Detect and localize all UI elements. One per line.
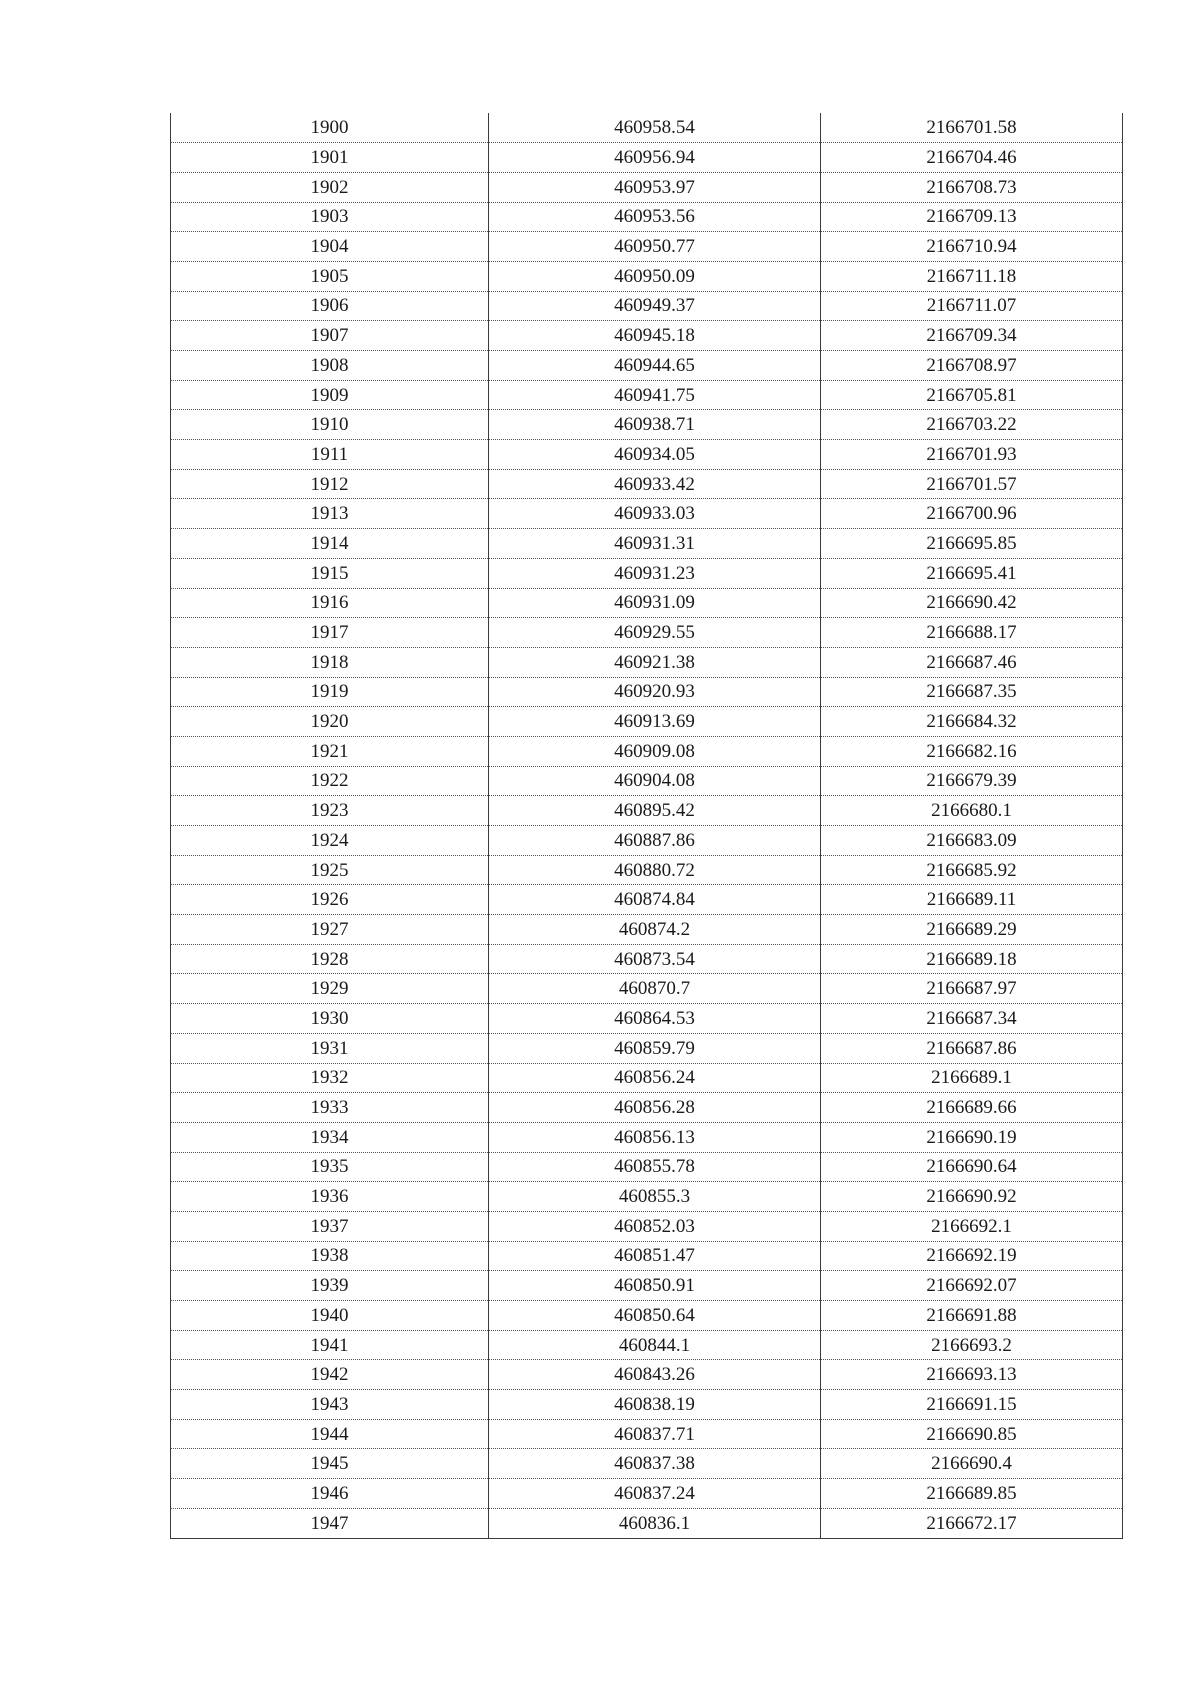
y-coordinate-cell: 2166682.16	[821, 736, 1123, 766]
x-coordinate-cell: 460895.42	[489, 796, 821, 826]
y-coordinate-cell: 2166693.13	[821, 1360, 1123, 1390]
point-number-cell: 1927	[171, 915, 489, 945]
x-coordinate-cell: 460944.65	[489, 351, 821, 381]
y-coordinate-cell: 2166689.29	[821, 915, 1123, 945]
point-number-cell: 1925	[171, 855, 489, 885]
y-coordinate-cell: 2166710.94	[821, 232, 1123, 262]
x-coordinate-cell: 460837.71	[489, 1419, 821, 1449]
y-coordinate-cell: 2166701.57	[821, 469, 1123, 499]
table-row	[171, 558, 1123, 588]
point-number-cell: 1939	[171, 1271, 489, 1301]
y-coordinate-cell: 2166679.39	[821, 766, 1123, 796]
table-row	[171, 1479, 1123, 1509]
y-coordinate-cell: 2166695.41	[821, 558, 1123, 588]
x-coordinate-cell: 460850.64	[489, 1301, 821, 1331]
table-row	[171, 143, 1123, 173]
point-number-cell: 1923	[171, 796, 489, 826]
table-row	[171, 1211, 1123, 1241]
table-row	[171, 529, 1123, 559]
point-number-cell: 1918	[171, 647, 489, 677]
y-coordinate-cell: 2166690.42	[821, 588, 1123, 618]
table-row	[171, 1241, 1123, 1271]
table-row	[171, 113, 1123, 143]
point-number-cell: 1924	[171, 826, 489, 856]
y-coordinate-cell: 2166684.32	[821, 707, 1123, 737]
x-coordinate-cell: 460850.91	[489, 1271, 821, 1301]
point-number-cell: 1936	[171, 1182, 489, 1212]
point-number-cell: 1947	[171, 1508, 489, 1538]
table-row	[171, 291, 1123, 321]
point-number-cell: 1940	[171, 1301, 489, 1331]
x-coordinate-cell: 460931.23	[489, 558, 821, 588]
table-row	[171, 1271, 1123, 1301]
table-row	[171, 410, 1123, 440]
point-number-cell: 1920	[171, 707, 489, 737]
point-number-cell: 1938	[171, 1241, 489, 1271]
point-number-cell: 1931	[171, 1033, 489, 1063]
x-coordinate-cell: 460929.55	[489, 618, 821, 648]
x-coordinate-cell: 460870.7	[489, 974, 821, 1004]
table-row	[171, 677, 1123, 707]
y-coordinate-cell: 2166687.86	[821, 1033, 1123, 1063]
table-row	[171, 1122, 1123, 1152]
table-row	[171, 944, 1123, 974]
x-coordinate-cell: 460945.18	[489, 321, 821, 351]
table-row	[171, 202, 1123, 232]
point-number-cell: 1922	[171, 766, 489, 796]
point-number-cell: 1905	[171, 261, 489, 291]
y-coordinate-cell: 2166692.19	[821, 1241, 1123, 1271]
table-row	[171, 588, 1123, 618]
y-coordinate-cell: 2166708.97	[821, 351, 1123, 381]
table-row	[171, 499, 1123, 529]
y-coordinate-cell: 2166708.73	[821, 172, 1123, 202]
y-coordinate-cell: 2166690.64	[821, 1152, 1123, 1182]
y-coordinate-cell: 2166689.1	[821, 1063, 1123, 1093]
y-coordinate-cell: 2166691.88	[821, 1301, 1123, 1331]
point-number-cell: 1908	[171, 351, 489, 381]
x-coordinate-cell: 460855.3	[489, 1182, 821, 1212]
y-coordinate-cell: 2166687.97	[821, 974, 1123, 1004]
y-coordinate-cell: 2166689.85	[821, 1479, 1123, 1509]
y-coordinate-cell: 2166701.93	[821, 440, 1123, 470]
y-coordinate-cell: 2166692.07	[821, 1271, 1123, 1301]
y-coordinate-cell: 2166689.66	[821, 1093, 1123, 1123]
point-number-cell: 1916	[171, 588, 489, 618]
point-number-cell: 1903	[171, 202, 489, 232]
y-coordinate-cell: 2166680.1	[821, 796, 1123, 826]
table-row	[171, 796, 1123, 826]
point-number-cell: 1901	[171, 143, 489, 173]
point-number-cell: 1921	[171, 736, 489, 766]
y-coordinate-cell: 2166687.35	[821, 677, 1123, 707]
point-number-cell: 1928	[171, 944, 489, 974]
x-coordinate-cell: 460874.2	[489, 915, 821, 945]
y-coordinate-cell: 2166688.17	[821, 618, 1123, 648]
table-row	[171, 469, 1123, 499]
table-row	[171, 1033, 1123, 1063]
x-coordinate-cell: 460851.47	[489, 1241, 821, 1271]
table-row	[171, 261, 1123, 291]
x-coordinate-cell: 460836.1	[489, 1508, 821, 1538]
x-coordinate-cell: 460953.97	[489, 172, 821, 202]
x-coordinate-cell: 460949.37	[489, 291, 821, 321]
table-row	[171, 1360, 1123, 1390]
point-number-cell: 1907	[171, 321, 489, 351]
point-number-cell: 1914	[171, 529, 489, 559]
point-number-cell: 1934	[171, 1122, 489, 1152]
point-number-cell: 1910	[171, 410, 489, 440]
table-row	[171, 1419, 1123, 1449]
y-coordinate-cell: 2166689.11	[821, 885, 1123, 915]
y-coordinate-cell: 2166672.17	[821, 1508, 1123, 1538]
coordinate-table	[170, 113, 1123, 1539]
table-row	[171, 1182, 1123, 1212]
x-coordinate-cell: 460931.31	[489, 529, 821, 559]
x-coordinate-cell: 460921.38	[489, 647, 821, 677]
y-coordinate-cell: 2166700.96	[821, 499, 1123, 529]
table-row	[171, 1004, 1123, 1034]
y-coordinate-cell: 2166690.92	[821, 1182, 1123, 1212]
point-number-cell: 1935	[171, 1152, 489, 1182]
point-number-cell: 1906	[171, 291, 489, 321]
x-coordinate-cell: 460844.1	[489, 1330, 821, 1360]
table-row	[171, 1449, 1123, 1479]
point-number-cell: 1932	[171, 1063, 489, 1093]
y-coordinate-cell: 2166690.19	[821, 1122, 1123, 1152]
table-row	[171, 1390, 1123, 1420]
point-number-cell: 1942	[171, 1360, 489, 1390]
point-number-cell: 1930	[171, 1004, 489, 1034]
y-coordinate-cell: 2166687.46	[821, 647, 1123, 677]
point-number-cell: 1946	[171, 1479, 489, 1509]
table-row	[171, 766, 1123, 796]
point-number-cell: 1943	[171, 1390, 489, 1420]
point-number-cell: 1919	[171, 677, 489, 707]
y-coordinate-cell: 2166693.2	[821, 1330, 1123, 1360]
table-row	[171, 855, 1123, 885]
x-coordinate-cell: 460873.54	[489, 944, 821, 974]
x-coordinate-cell: 460958.54	[489, 113, 821, 143]
x-coordinate-cell: 460938.71	[489, 410, 821, 440]
point-number-cell: 1913	[171, 499, 489, 529]
table-row	[171, 1063, 1123, 1093]
point-number-cell: 1911	[171, 440, 489, 470]
y-coordinate-cell: 2166695.85	[821, 529, 1123, 559]
y-coordinate-cell: 2166711.18	[821, 261, 1123, 291]
x-coordinate-cell: 460843.26	[489, 1360, 821, 1390]
y-coordinate-cell: 2166711.07	[821, 291, 1123, 321]
point-number-cell: 1933	[171, 1093, 489, 1123]
y-coordinate-cell: 2166692.1	[821, 1211, 1123, 1241]
x-coordinate-cell: 460909.08	[489, 736, 821, 766]
table-row	[171, 974, 1123, 1004]
y-coordinate-cell: 2166705.81	[821, 380, 1123, 410]
x-coordinate-cell: 460880.72	[489, 855, 821, 885]
table-row	[171, 440, 1123, 470]
y-coordinate-cell: 2166703.22	[821, 410, 1123, 440]
point-number-cell: 1915	[171, 558, 489, 588]
y-coordinate-cell: 2166683.09	[821, 826, 1123, 856]
point-number-cell: 1912	[171, 469, 489, 499]
x-coordinate-cell: 460933.42	[489, 469, 821, 499]
y-coordinate-cell: 2166709.34	[821, 321, 1123, 351]
x-coordinate-cell: 460837.24	[489, 1479, 821, 1509]
x-coordinate-cell: 460920.93	[489, 677, 821, 707]
x-coordinate-cell: 460933.03	[489, 499, 821, 529]
point-number-cell: 1909	[171, 380, 489, 410]
table-row	[171, 915, 1123, 945]
y-coordinate-cell: 2166689.18	[821, 944, 1123, 974]
x-coordinate-cell: 460856.28	[489, 1093, 821, 1123]
x-coordinate-cell: 460887.86	[489, 826, 821, 856]
table-row	[171, 1093, 1123, 1123]
table-row	[171, 736, 1123, 766]
point-number-cell: 1904	[171, 232, 489, 262]
x-coordinate-cell: 460874.84	[489, 885, 821, 915]
table-row	[171, 1152, 1123, 1182]
x-coordinate-cell: 460855.78	[489, 1152, 821, 1182]
x-coordinate-cell: 460837.38	[489, 1449, 821, 1479]
point-number-cell: 1944	[171, 1419, 489, 1449]
x-coordinate-cell: 460852.03	[489, 1211, 821, 1241]
table-row	[171, 1330, 1123, 1360]
x-coordinate-cell: 460856.13	[489, 1122, 821, 1152]
x-coordinate-cell: 460904.08	[489, 766, 821, 796]
x-coordinate-cell: 460956.94	[489, 143, 821, 173]
point-number-cell: 1902	[171, 172, 489, 202]
point-number-cell: 1929	[171, 974, 489, 1004]
point-number-cell: 1900	[171, 113, 489, 143]
x-coordinate-cell: 460953.56	[489, 202, 821, 232]
point-number-cell: 1926	[171, 885, 489, 915]
point-number-cell: 1945	[171, 1449, 489, 1479]
table-row	[171, 351, 1123, 381]
y-coordinate-cell: 2166709.13	[821, 202, 1123, 232]
y-coordinate-cell: 2166690.4	[821, 1449, 1123, 1479]
table-row	[171, 647, 1123, 677]
point-number-cell: 1917	[171, 618, 489, 648]
point-number-cell: 1937	[171, 1211, 489, 1241]
y-coordinate-cell: 2166687.34	[821, 1004, 1123, 1034]
table-row	[171, 172, 1123, 202]
coordinate-table-body	[171, 113, 1123, 1538]
y-coordinate-cell: 2166701.58	[821, 113, 1123, 143]
x-coordinate-cell: 460859.79	[489, 1033, 821, 1063]
x-coordinate-cell: 460950.77	[489, 232, 821, 262]
x-coordinate-cell: 460838.19	[489, 1390, 821, 1420]
table-row	[171, 380, 1123, 410]
y-coordinate-cell: 2166704.46	[821, 143, 1123, 173]
y-coordinate-cell: 2166690.85	[821, 1419, 1123, 1449]
table-row	[171, 232, 1123, 262]
y-coordinate-cell: 2166691.15	[821, 1390, 1123, 1420]
x-coordinate-cell: 460941.75	[489, 380, 821, 410]
x-coordinate-cell: 460913.69	[489, 707, 821, 737]
y-coordinate-cell: 2166685.92	[821, 855, 1123, 885]
x-coordinate-cell: 460950.09	[489, 261, 821, 291]
table-row	[171, 1301, 1123, 1331]
table-row	[171, 707, 1123, 737]
x-coordinate-cell: 460864.53	[489, 1004, 821, 1034]
x-coordinate-cell: 460931.09	[489, 588, 821, 618]
point-number-cell: 1941	[171, 1330, 489, 1360]
x-coordinate-cell: 460856.24	[489, 1063, 821, 1093]
table-row	[171, 885, 1123, 915]
table-row	[171, 826, 1123, 856]
x-coordinate-cell: 460934.05	[489, 440, 821, 470]
table-row	[171, 1508, 1123, 1538]
table-row	[171, 321, 1123, 351]
table-row	[171, 618, 1123, 648]
